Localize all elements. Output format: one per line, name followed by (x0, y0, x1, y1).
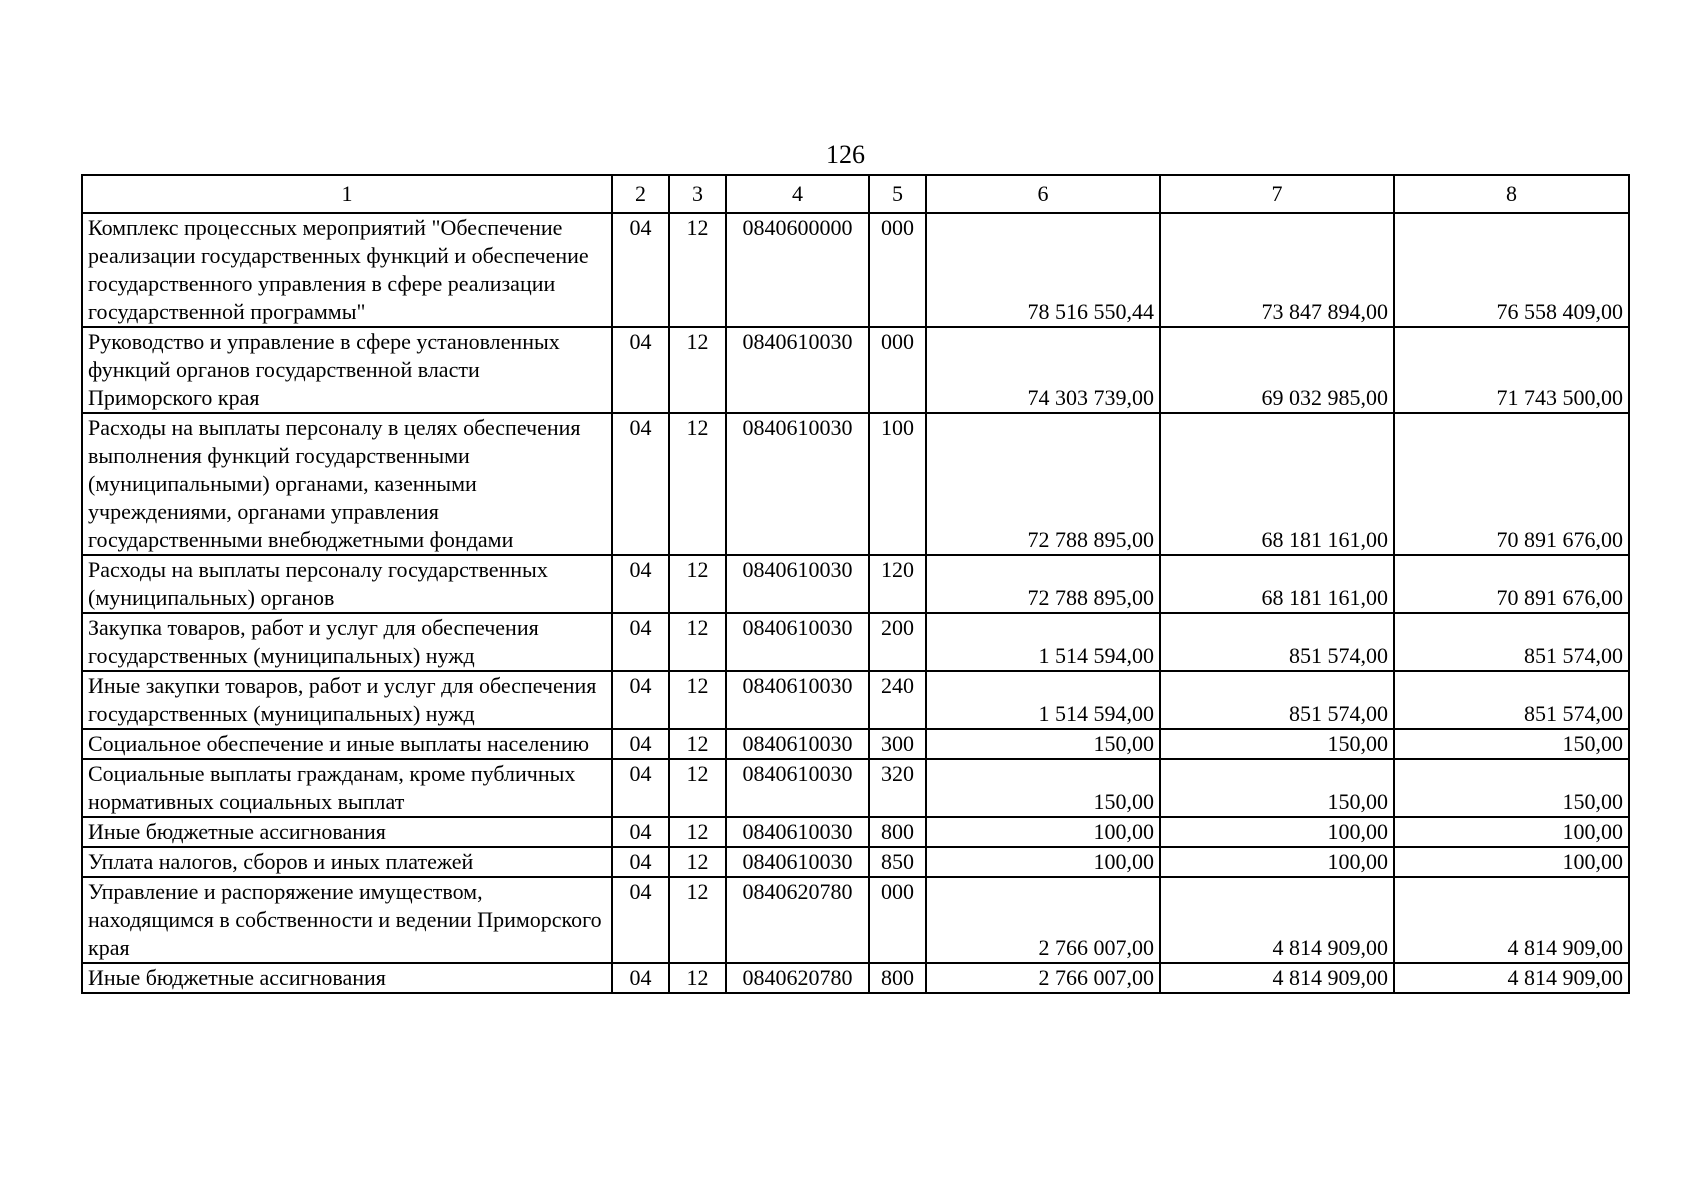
expense-type-code: 800 (869, 963, 926, 993)
expense-name: Иные закупки товаров, работ и услуг для обеспечения государственных (муниципальных) нужд (82, 671, 612, 729)
section-code: 04 (612, 817, 669, 847)
table-row (82, 877, 1629, 963)
table-row (82, 327, 1629, 413)
page-number: 126 (826, 140, 865, 169)
table-row (82, 817, 1629, 847)
column-header-6: 6 (926, 175, 1160, 213)
expense-name: Руководство и управление в сфере установленных функций органов государственной власти Приморского края (82, 327, 612, 413)
amount-col8: 76 558 409,00 (1394, 213, 1629, 327)
expense-type-code: 800 (869, 817, 926, 847)
budget-table (81, 174, 1630, 994)
expense-type-code: 300 (869, 729, 926, 759)
expense-name: Социальное обеспечение и иные выплаты населению (82, 729, 612, 759)
expense-name: Иные бюджетные ассигнования (82, 963, 612, 993)
target-article-code: 0840610030 (726, 671, 869, 729)
section-code: 04 (612, 963, 669, 993)
column-header-8: 8 (1394, 175, 1629, 213)
target-article-code: 0840610030 (726, 555, 869, 613)
amount-col7: 4 814 909,00 (1160, 963, 1394, 993)
expense-type-code: 240 (869, 671, 926, 729)
table-row (82, 413, 1629, 555)
amount-col6: 100,00 (926, 817, 1160, 847)
amount-col6: 1 514 594,00 (926, 613, 1160, 671)
subsection-code: 12 (669, 877, 726, 963)
column-header-5: 5 (869, 175, 926, 213)
amount-col8: 4 814 909,00 (1394, 963, 1629, 993)
expense-name: Комплекс процессных мероприятий "Обеспечение реализации государственных функций и обеспечение государственного управления в сфере реализации государственной программы" (82, 213, 612, 327)
target-article-code: 0840610030 (726, 413, 869, 555)
expense-name: Расходы на выплаты персоналу в целях обеспечения выполнения функций государственными (муниципальными) органами, казенными учреждениями, органами управления государственными внебюджетными фондами (82, 413, 612, 555)
expense-type-code: 000 (869, 877, 926, 963)
subsection-code: 12 (669, 213, 726, 327)
amount-col7: 68 181 161,00 (1160, 555, 1394, 613)
amount-col7: 851 574,00 (1160, 613, 1394, 671)
expense-name: Расходы на выплаты персоналу государственных (муниципальных) органов (82, 555, 612, 613)
amount-col8: 150,00 (1394, 729, 1629, 759)
amount-col6: 100,00 (926, 847, 1160, 877)
subsection-code: 12 (669, 963, 726, 993)
subsection-code: 12 (669, 729, 726, 759)
column-header-3: 3 (669, 175, 726, 213)
amount-col6: 74 303 739,00 (926, 327, 1160, 413)
amount-col7: 100,00 (1160, 817, 1394, 847)
expense-type-code: 120 (869, 555, 926, 613)
header-row (82, 175, 1629, 213)
target-article-code: 0840620780 (726, 963, 869, 993)
amount-col6: 1 514 594,00 (926, 671, 1160, 729)
target-article-code: 0840610030 (726, 817, 869, 847)
expense-name: Управление и распоряжение имуществом, находящимся в собственности и ведении Приморского края (82, 877, 612, 963)
amount-col6: 150,00 (926, 729, 1160, 759)
amount-col7: 100,00 (1160, 847, 1394, 877)
table-row (82, 729, 1629, 759)
section-code: 04 (612, 729, 669, 759)
table-row (82, 613, 1629, 671)
target-article-code: 0840610030 (726, 613, 869, 671)
target-article-code: 0840610030 (726, 327, 869, 413)
amount-col7: 69 032 985,00 (1160, 327, 1394, 413)
amount-col7: 68 181 161,00 (1160, 413, 1394, 555)
target-article-code: 0840620780 (726, 877, 869, 963)
amount-col6: 72 788 895,00 (926, 555, 1160, 613)
expense-name: Закупка товаров, работ и услуг для обеспечения государственных (муниципальных) нужд (82, 613, 612, 671)
subsection-code: 12 (669, 555, 726, 613)
expense-type-code: 320 (869, 759, 926, 817)
amount-col8: 100,00 (1394, 847, 1629, 877)
table-body (82, 213, 1629, 993)
amount-col8: 71 743 500,00 (1394, 327, 1629, 413)
target-article-code: 0840610030 (726, 759, 869, 817)
subsection-code: 12 (669, 613, 726, 671)
table-row (82, 671, 1629, 729)
target-article-code: 0840610030 (726, 729, 869, 759)
table-row (82, 555, 1629, 613)
section-code: 04 (612, 877, 669, 963)
expense-type-code: 100 (869, 413, 926, 555)
expense-name: Иные бюджетные ассигнования (82, 817, 612, 847)
amount-col8: 851 574,00 (1394, 613, 1629, 671)
amount-col8: 150,00 (1394, 759, 1629, 817)
section-code: 04 (612, 413, 669, 555)
subsection-code: 12 (669, 671, 726, 729)
subsection-code: 12 (669, 413, 726, 555)
amount-col6: 2 766 007,00 (926, 877, 1160, 963)
section-code: 04 (612, 327, 669, 413)
amount-col6: 78 516 550,44 (926, 213, 1160, 327)
amount-col7: 851 574,00 (1160, 671, 1394, 729)
column-header-2: 2 (612, 175, 669, 213)
table-row (82, 963, 1629, 993)
amount-col7: 4 814 909,00 (1160, 877, 1394, 963)
subsection-code: 12 (669, 847, 726, 877)
amount-col8: 4 814 909,00 (1394, 877, 1629, 963)
amount-col7: 150,00 (1160, 759, 1394, 817)
amount-col8: 100,00 (1394, 817, 1629, 847)
column-header-1: 1 (82, 175, 612, 213)
amount-col7: 150,00 (1160, 729, 1394, 759)
amount-col7: 73 847 894,00 (1160, 213, 1394, 327)
target-article-code: 0840600000 (726, 213, 869, 327)
section-code: 04 (612, 759, 669, 817)
column-header-7: 7 (1160, 175, 1394, 213)
amount-col8: 851 574,00 (1394, 671, 1629, 729)
subsection-code: 12 (669, 817, 726, 847)
section-code: 04 (612, 213, 669, 327)
amount-col8: 70 891 676,00 (1394, 413, 1629, 555)
target-article-code: 0840610030 (726, 847, 869, 877)
table-row (82, 213, 1629, 327)
expense-type-code: 200 (869, 613, 926, 671)
section-code: 04 (612, 555, 669, 613)
subsection-code: 12 (669, 759, 726, 817)
amount-col6: 72 788 895,00 (926, 413, 1160, 555)
expense-type-code: 000 (869, 213, 926, 327)
expense-name: Социальные выплаты гражданам, кроме публичных нормативных социальных выплат (82, 759, 612, 817)
expense-name: Уплата налогов, сборов и иных платежей (82, 847, 612, 877)
amount-col8: 70 891 676,00 (1394, 555, 1629, 613)
section-code: 04 (612, 613, 669, 671)
expense-type-code: 850 (869, 847, 926, 877)
section-code: 04 (612, 847, 669, 877)
table-row (82, 847, 1629, 877)
subsection-code: 12 (669, 327, 726, 413)
section-code: 04 (612, 671, 669, 729)
expense-type-code: 000 (869, 327, 926, 413)
table-row (82, 759, 1629, 817)
amount-col6: 150,00 (926, 759, 1160, 817)
column-header-4: 4 (726, 175, 869, 213)
amount-col6: 2 766 007,00 (926, 963, 1160, 993)
